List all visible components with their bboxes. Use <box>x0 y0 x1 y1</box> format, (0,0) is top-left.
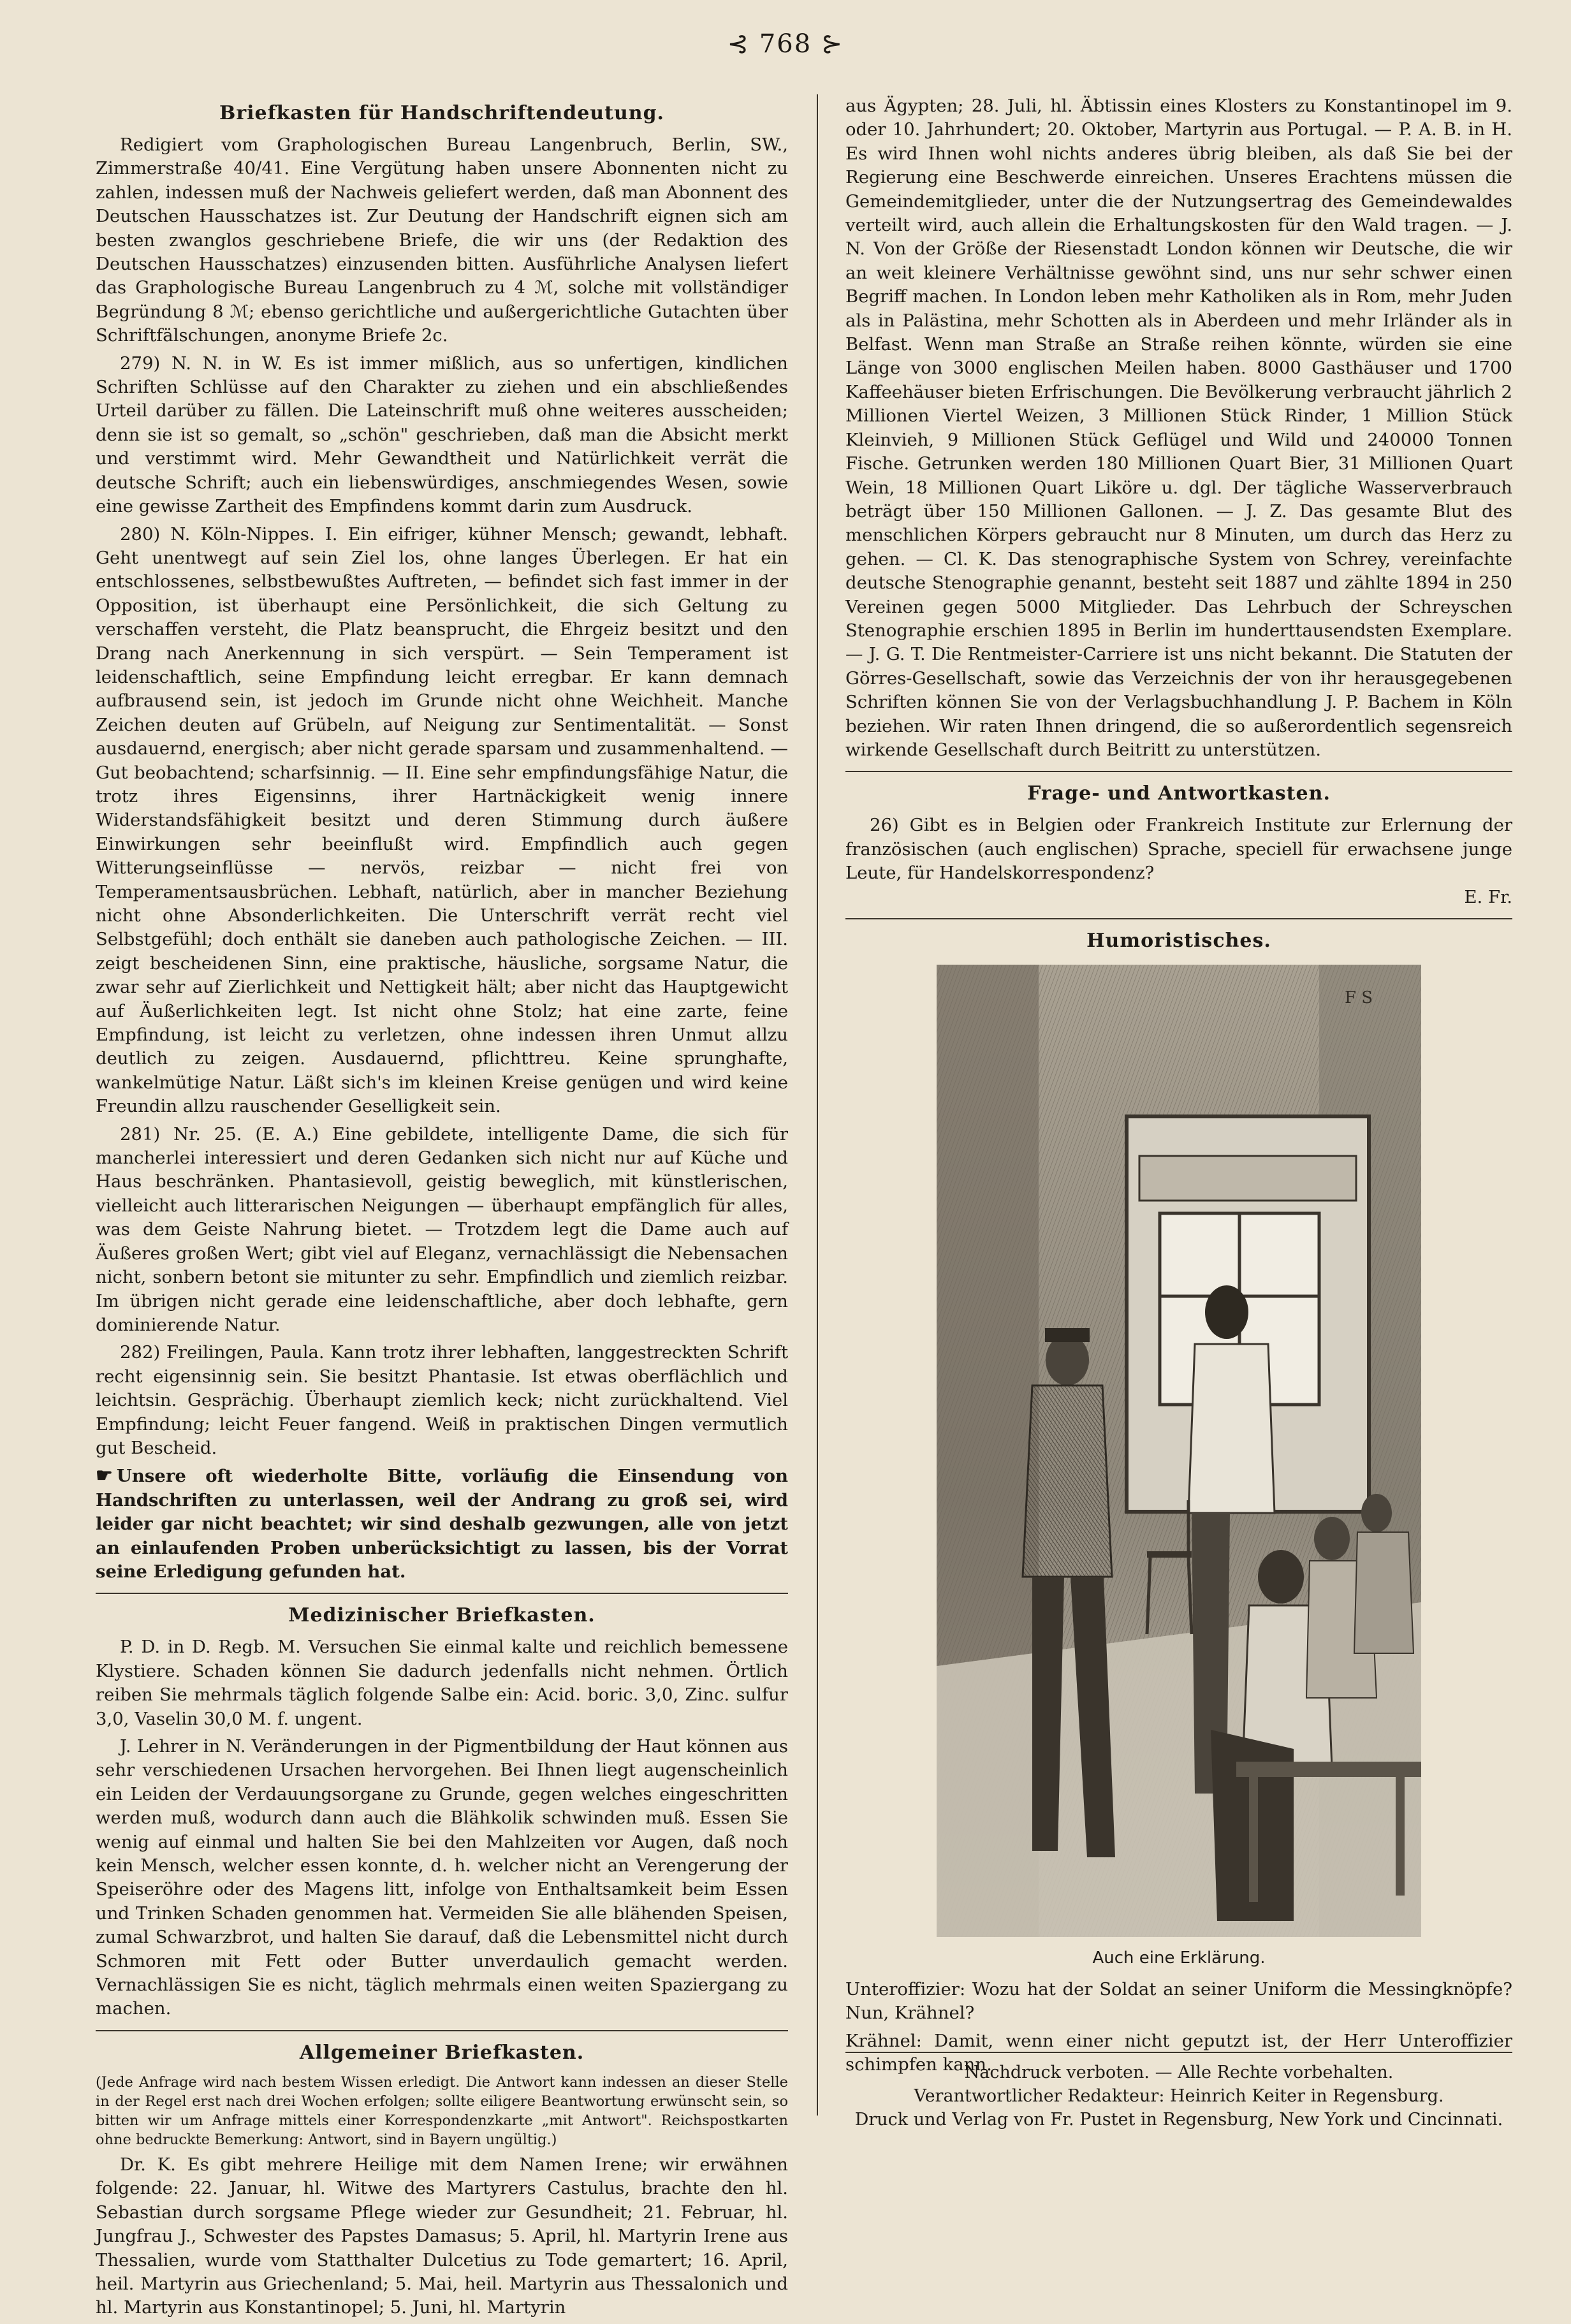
engraving-drawing <box>937 965 1421 1937</box>
footer-publisher: Druck und Verlag von Fr. Pustet in Regensburg, New York und Cincinnati. <box>854 2110 1503 2130</box>
question-26-signature: E. Fr. <box>1464 886 1512 907</box>
medical-section-title: Medizinischer Briefkasten. <box>288 1604 596 1627</box>
handwriting-intro: Redigiert vom Graphologischen Bureau Langenbruch, Berlin, SW., Zimmerstraße 40/41. Eine Vergütung haben unsere Abonnenten nicht zu zahlen, indessen muß der Nachweis geliefert werden, daß man Abonnent des Deutschen Hausschatzes ist. Zur Deutung der Handschrift eignen sich am besten zwanglos geschriebene Briefe, die wir uns (der Redaktion des Deutschen Hausschatzes) einzusenden bitten. Ausführliche Analysen liefert das Graphologische Bureau Langenbruch zu 4 ℳ, solche mit vollständiger Begründung 8 ℳ; ebenso gerichtliche und außergerichtliche Gutachten über Schriftfälschungen, anonyme Briefe 2c. <box>96 135 788 346</box>
entry-282: 282) Freilingen, Paula. Kann trotz ihrer lebhaften, langgestreckten Schrift recht eigensinnig sein. Sie besitzt Phantasie. Ist etwas oberflächlich und leichtsin. Gesprächig. Überhaupt ziemlich keck; nicht zurückhaltend. Viel Empfindung; leicht Feuer fangend. Weiß in praktischen Dingen vermutlich gut Bescheid. <box>96 1342 788 1458</box>
illustration-signature: F S <box>1345 988 1373 1007</box>
imprint-footer <box>845 2052 1512 2131</box>
section-divider <box>96 1593 788 1594</box>
dialog-line-2: Krähnel: Damit, wenn einer nicht geputzt ist, der Herr Unteroffizier schimpfen kann. <box>845 2030 1512 2075</box>
question-26 <box>845 814 1512 909</box>
dialog-line-1: Unteroffizier: Wozu hat der Soldat an seiner Uniform die Messingknöpfe? Nun, Krähnel? <box>845 1979 1512 2024</box>
notice-paragraph <box>96 1464 788 1584</box>
section-divider <box>96 2030 788 2031</box>
footer-divider <box>845 2052 1512 2053</box>
handwriting-section-title: Briefkasten für Handschriftendeutung. <box>219 102 664 124</box>
section-divider <box>845 771 1512 772</box>
general-section-title: Allgemeiner Briefkasten. <box>299 2041 585 2064</box>
medical-entry-1: P. D. in D. Regb. M. Versuchen Sie einmal kalte und reichlich bemessene Klystiere. Schaden können Sie dadurch jedenfalls nicht nehmen. Örtlich reiben Sie mehrmals täglich folgende Salbe ein: Acid. boric. 3,0, Zinc. sulfur 3,0, Vaselin 30,0 M. f. ungent. <box>96 1637 788 1729</box>
footer-rights: Nachdruck verboten. — Alle Rechte vorbehalten. <box>964 2063 1394 2082</box>
page-number-value: 768 <box>759 29 812 59</box>
humor-illustration <box>937 965 1421 1937</box>
notice-text: Unsere oft wiederholte Bitte, vorläufig die Einsendung von Handschriften zu unterlassen, weil der Andrang zu groß sei, wird leider gar nicht beachtet; wir sind deshalb gezwungen, alle von jetzt an einlaufenden Proben unberücksichtigt zu lassen, bis der Vorrat seine Erledigung gefunden hat. <box>96 1466 788 1582</box>
footer-editor: Verantwortlicher Redakteur: Heinrich Keiter in Regensburg. <box>914 2086 1444 2106</box>
pointing-hand-icon: ☛ <box>96 1465 113 1487</box>
humor-section-title: Humoristisches. <box>1086 930 1271 952</box>
column-divider <box>817 94 818 2116</box>
entry-281: 281) Nr. 25. (E. A.) Eine gebildete, intelligente Dame, die sich für mancherlei interessiert und deren Gedanken sich nicht nur auf Küche und Haus beschränken. Phantasievoll, geistig beweglich, mit künstlerischen, vielleicht auch litterarischen Neigungen — überhaupt empfänglich für alles, was dem Geiste Nahrung bietet. — Trotzdem legt die Dame auch auf Äußeres großen Wert; gibt viel auf Eleganz, vernachlässigt die Nebensachen nicht, sonbern betont sie mitunter zu sehr. Empfindlich und ziemlich reizbar. Im übrigen nicht gerade eine leidenschaftliche, aber doch lebhafte, gern dominierende Natur. <box>96 1123 788 1335</box>
illustration-caption: Auch eine Erklärung. <box>1092 1948 1266 1968</box>
entry-279: 279) N. N. in W. Es ist immer mißlich, aus so unfertigen, kindlichen Schriften Schlüsse auf den Charakter zu ziehen und ein abschließendes Urteil darüber zu fällen. Die Lateinschrift muß ohne weiteres ausscheiden; denn sie ist so gemalt, so „schön" geschrieben, daß man die Absicht merkt und verstimmt wird. Mehr Gewandtheit und Natürlichkeit verrät die deutsche Schrift; auch ein liebenswürdiges, anschmiegendes Wesen, sowie eine gewisse Zartheit des Empfindens kommt darin zum Ausdruck. <box>96 353 788 517</box>
right-column <box>845 94 1512 2081</box>
section-divider <box>845 918 1512 919</box>
general-note: (Jede Anfrage wird nach bestem Wissen erledigt. Die Antwort kann indessen an dieser Stelle in der Regel erst nach drei Wochen erfolgen; sollte eiligere Beantwortung erwünscht sein, so bitten wir um Anfrage mittels einer Korrespondenzkarte „mit Antwort". Reichspostkarten ohne bedruckte Bemerkung: Antwort, sind in Bayern ungültig.) <box>96 2073 788 2148</box>
general-entry-dr-k: Dr. K. Es gibt mehrere Heilige mit dem Namen Irene; wir erwähnen folgende: 22. Januar, hl. Witwe des Martyrers Castulus, brachte den hl. Sebastian durch sorgsame Pflege wieder zur Gesundheit; 21. Februar, hl. Jungfrau J., Schwester des Papstes Damasus; 5. April, hl. Martyrin Irene aus Thessalien, wurde vom Statthalter Dulcetius zu Tode gemartert; 16. April, heil. Martyrin aus Griechenland; 5. Mai, heil. Martyrin aus Thessalonich und hl. Martyrin aus Konstantinopel; 5. Juni, hl. Martyrin <box>96 2154 788 2318</box>
entry-280: 280) N. Köln-Nippes. I. Ein eifriger, kühner Mensch; gewandt, lebhaft. Geht unentwegt auf sein Ziel los, ohne langes Überlegen. Er hat ein entschlossenes, selbstbewußtes Auftreten, — befindet sich fast immer in der Opposition, ist überhaupt eine Persönlichkeit, die sich Geltung zu verschaffen versteht, die Platz beansprucht, die Ehrgeiz besitzt und den Drang nach Anerkennung in sich verspürt. — Sein Temperament ist leidenschaftlich, seine Empfindung leicht erregbar. Er kann demnach aufbrausend sein, ist jedoch im Grunde nicht ohne Weichheit. Manche Zeichen deuten auf Grübeln, auf Neigung zur Sentimentalität. — Sonst ausdauernd, energisch; aber nicht gerade sparsam und zusammenhaltend. — Gut beobachtend; scharfsinnig. — II. Eine sehr empfindungsfähige Natur, die trotz ihres Eigensinns, ihrer Hartnäckigkeit wenig innere Widerstandsfähigkeit besitzt und deren Stimmung durch äußere Einwirkungen sehr beeinflußt wird. Empfindlich auch gegen Witterungseinflüsse — nervös, reizbar — nicht frei von Temperamentsausbrüchen. Lebhaft, natürlich, aber in mancher Beziehung nicht ohne Absonderlichkeiten. Die Unterschrift verrät recht viel Selbstgefühl; doch enthält sie daneben auch pathologische Zeichen. — III. zeigt bescheidenen Sinn, eine praktische, häusliche, sorgsame Natur, die zwar sehr auf Zierlichkeit und Nettigkeit hält; aber nicht das Hauptgewicht auf Äußerlichkeiten legt. Ist nicht ohne Stolz; hat eine zarte, feine Empfindung, ist leicht zu verletzen, ohne indessen ihren Unmut allzu deutlich zu zeigen. Ausdauernd, pflichttreu. Keine sprunghafte, wankelmütige Natur. Läßt sich's im kleinen Kreise genügen und wird keine Freundin allzu rauschender Geselligkeit sein. <box>96 523 788 1117</box>
question-26-text: 26) Gibt es in Belgien oder Frankreich Institute zur Erlernung der französischen (auch englischen) Sprache, speciell für erwachsene junge Leute, für Handelskorrespondenz? <box>845 815 1512 884</box>
page-number: ⊰ 768 ⊱ <box>727 29 844 59</box>
medical-entry-2: J. Lehrer in N. Veränderungen in der Pigmentbildung der Haut können aus sehr verschiedenen Ursachen hervorgehen. Bei Ihnen liegt augenscheinlich ein Leiden der Verdauungsorgane zu Grunde, gegen welches eingeschritten werden muß, wodurch dann auch die Blähkolik schwinden muß. Essen Sie wenig auf einmal und halten Sie bei den Mahlzeiten vor Augen, daß noch kein Mensch, welcher essen konnte, d. h. welcher nicht an Verengerung der Speiseröhre oder des Magens litt, infolge von Enthaltsamkeit beim Essen und Trinken Schaden genommen hat. Vermeiden Sie alle blähenden Speisen, zumal Schwarzbrot, und halten Sie darauf, daß die Lebensmittel nicht durch Schmoren mit Fett oder Butter unverdaulich gemacht werden. Vernachlässigen Sie es nicht, täglich mehrmals einen weiten Spaziergang zu machen. <box>96 1736 788 2019</box>
left-column <box>96 94 788 2324</box>
qa-section-title: Frage- und Antwortkasten. <box>1027 782 1331 805</box>
general-continuation: aus Ägypten; 28. Juli, hl. Äbtissin eines Klosters zu Konstantinopel im 9. oder 10. Jahrhundert; 20. Oktober, Martyrin aus Portugal. — P. A. B. in H. Es wird Ihnen wohl nichts anderes übrig bleiben, als daß Sie bei der Regierung eine Beschwerde einreichen. Unseres Erachtens müssen die Gemeindemitglieder, unter die der Nutzungsertrag des Gemeindewaldes verteilt wird, auch allein die Erhaltungskosten für den Wald tragen. — J. N. Von der Größe der Riesenstadt London können wir Deutsche, die wir an weit kleinere Verhältnisse gewöhnt sind, uns nur sehr schwer einen Begriff machen. In London leben mehr Katholiken als in Rom, mehr Juden als in Palästina, mehr Schotten als in Aberdeen und mehr Irländer als in Belfast. Wenn man Straße an Straße reihen könnte, würden sie eine Länge von 3000 englischen Meilen haben. 8000 Gasthäuser und 1700 Kaffeehäuser bieten Erfrischungen. Die Bevölkerung verbraucht jährlich 2 Millionen Viertel Weizen, 3 Millionen Stück Rinder, 1 Million Stück Kleinvieh, 9 Millionen Stück Geflügel und Wild und 240000 Tonnen Fische. Getrunken werden 180 Millionen Quart Bier, 31 Millionen Quart Wein, 18 Millionen Quart Liköre u. dgl. Der tägliche Wasserverbrauch beträgt über 150 Millionen Gallonen. — J. Z. Das gesamte Blut des menschlichen Körpers gebraucht nur 8 Minuten, um durch das Herz zu gehen. — Cl. K. Das stenographische System von Schrey, vereinfachte deutsche Stenographie genannt, besteht seit 1887 und zählte 1894 in 250 Vereinen gegen 5000 Mitglieder. Das Lehrbuch der Schreyschen Stenographie erschien 1895 in Berlin im hunderttausendsten Exemplare. — J. G. T. Die Rentmeister-Carriere ist uns nicht bekannt. Die Statuten der Görres-Gesellschaft, sowie das Verzeichnis der von ihr herausgegebenen Schriften können Sie von der Verlagsbuchhandlung J. P. Bachem in Köln beziehen. Wir raten Ihnen dringend, die so außerordentlich segensreich wirkende Gesellschaft durch Beitritt zu unterstützen. <box>845 96 1512 760</box>
